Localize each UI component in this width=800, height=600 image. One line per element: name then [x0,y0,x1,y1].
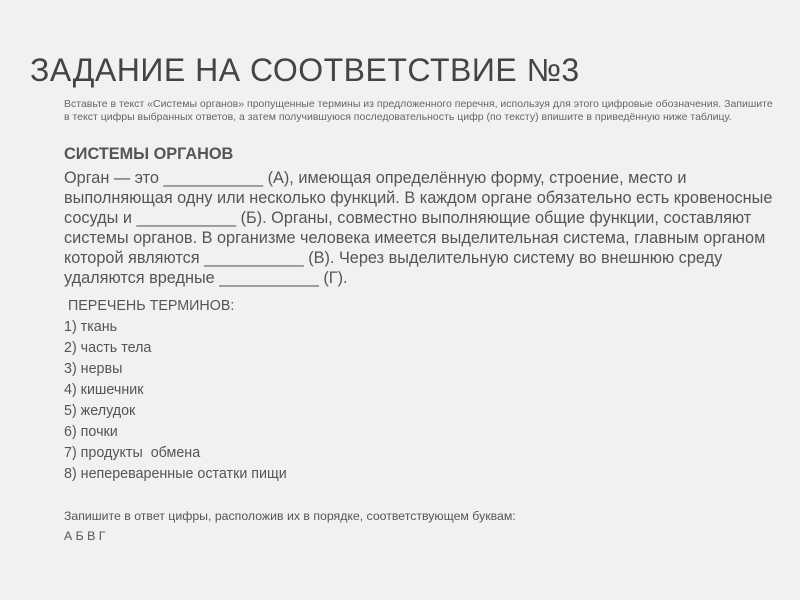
term-item [36,380,776,401]
term-text: 4) кишечник [64,382,144,398]
answer-instruction: Запишите в ответ цифры, расположив их в порядке, соответствующем буквам: [64,509,516,523]
empty-line [36,127,776,141]
term-text: 6) почки [64,424,118,440]
term-text: 1) ткань [64,319,118,335]
term-item [36,317,776,338]
term-text: 2) часть тела [64,340,152,356]
section-heading [36,145,776,164]
main-text: Орган — это ___________ (А), имеющая определённую форму, строение, место и выполняющая одну или несколько функций. В каждом органе обязательно есть кровеносные сосуды и ___________ (Б). Органы, совместно выполняющие общие функции, составляют системы органов. В организме человека имеется выделительная система, главным органом которой являются ___________ (В). Через выделительную систему во внешнюю среду удаляются вредные ___________ (Г). [64,169,773,287]
terms-list [36,317,776,485]
slide-body [36,92,776,544]
term-item [36,401,776,422]
slide-title: ЗАДАНИЕ НА СООТВЕТСТВИЕ №3 [30,52,580,88]
main-text-paragraph [36,168,776,288]
section-title: СИСТЕМЫ ОРГАНОВ [64,145,234,163]
term-item [36,464,776,485]
term-text: 5) желудок [64,403,136,419]
instruction-text: Вставьте в текст «Системы органов» пропущенные термины из предложенного перечня, используя для этого цифровые обозначения. Запишите в текст цифры выбранных ответов, а затем получившуюся последовательность цифр (по тексту) впишите в приведённую ниже таблицу. [64,98,773,123]
answer-instruction-row [36,508,776,524]
term-text: 7) продукты обмена [64,445,201,461]
term-item [36,359,776,380]
term-item [36,338,776,359]
term-item [36,443,776,464]
term-text: 8) непереваренные остатки пищи [64,466,287,482]
answer-letters: А Б В Г [64,529,106,543]
term-item [36,422,776,443]
instruction-paragraph [36,92,776,123]
terms-title: ПЕРЕЧЕНЬ ТЕРМИНОВ: [64,298,235,314]
empty-line [36,485,776,506]
terms-heading [36,296,776,317]
answer-letters-row [36,528,776,544]
term-text: 3) нервы [64,361,123,377]
